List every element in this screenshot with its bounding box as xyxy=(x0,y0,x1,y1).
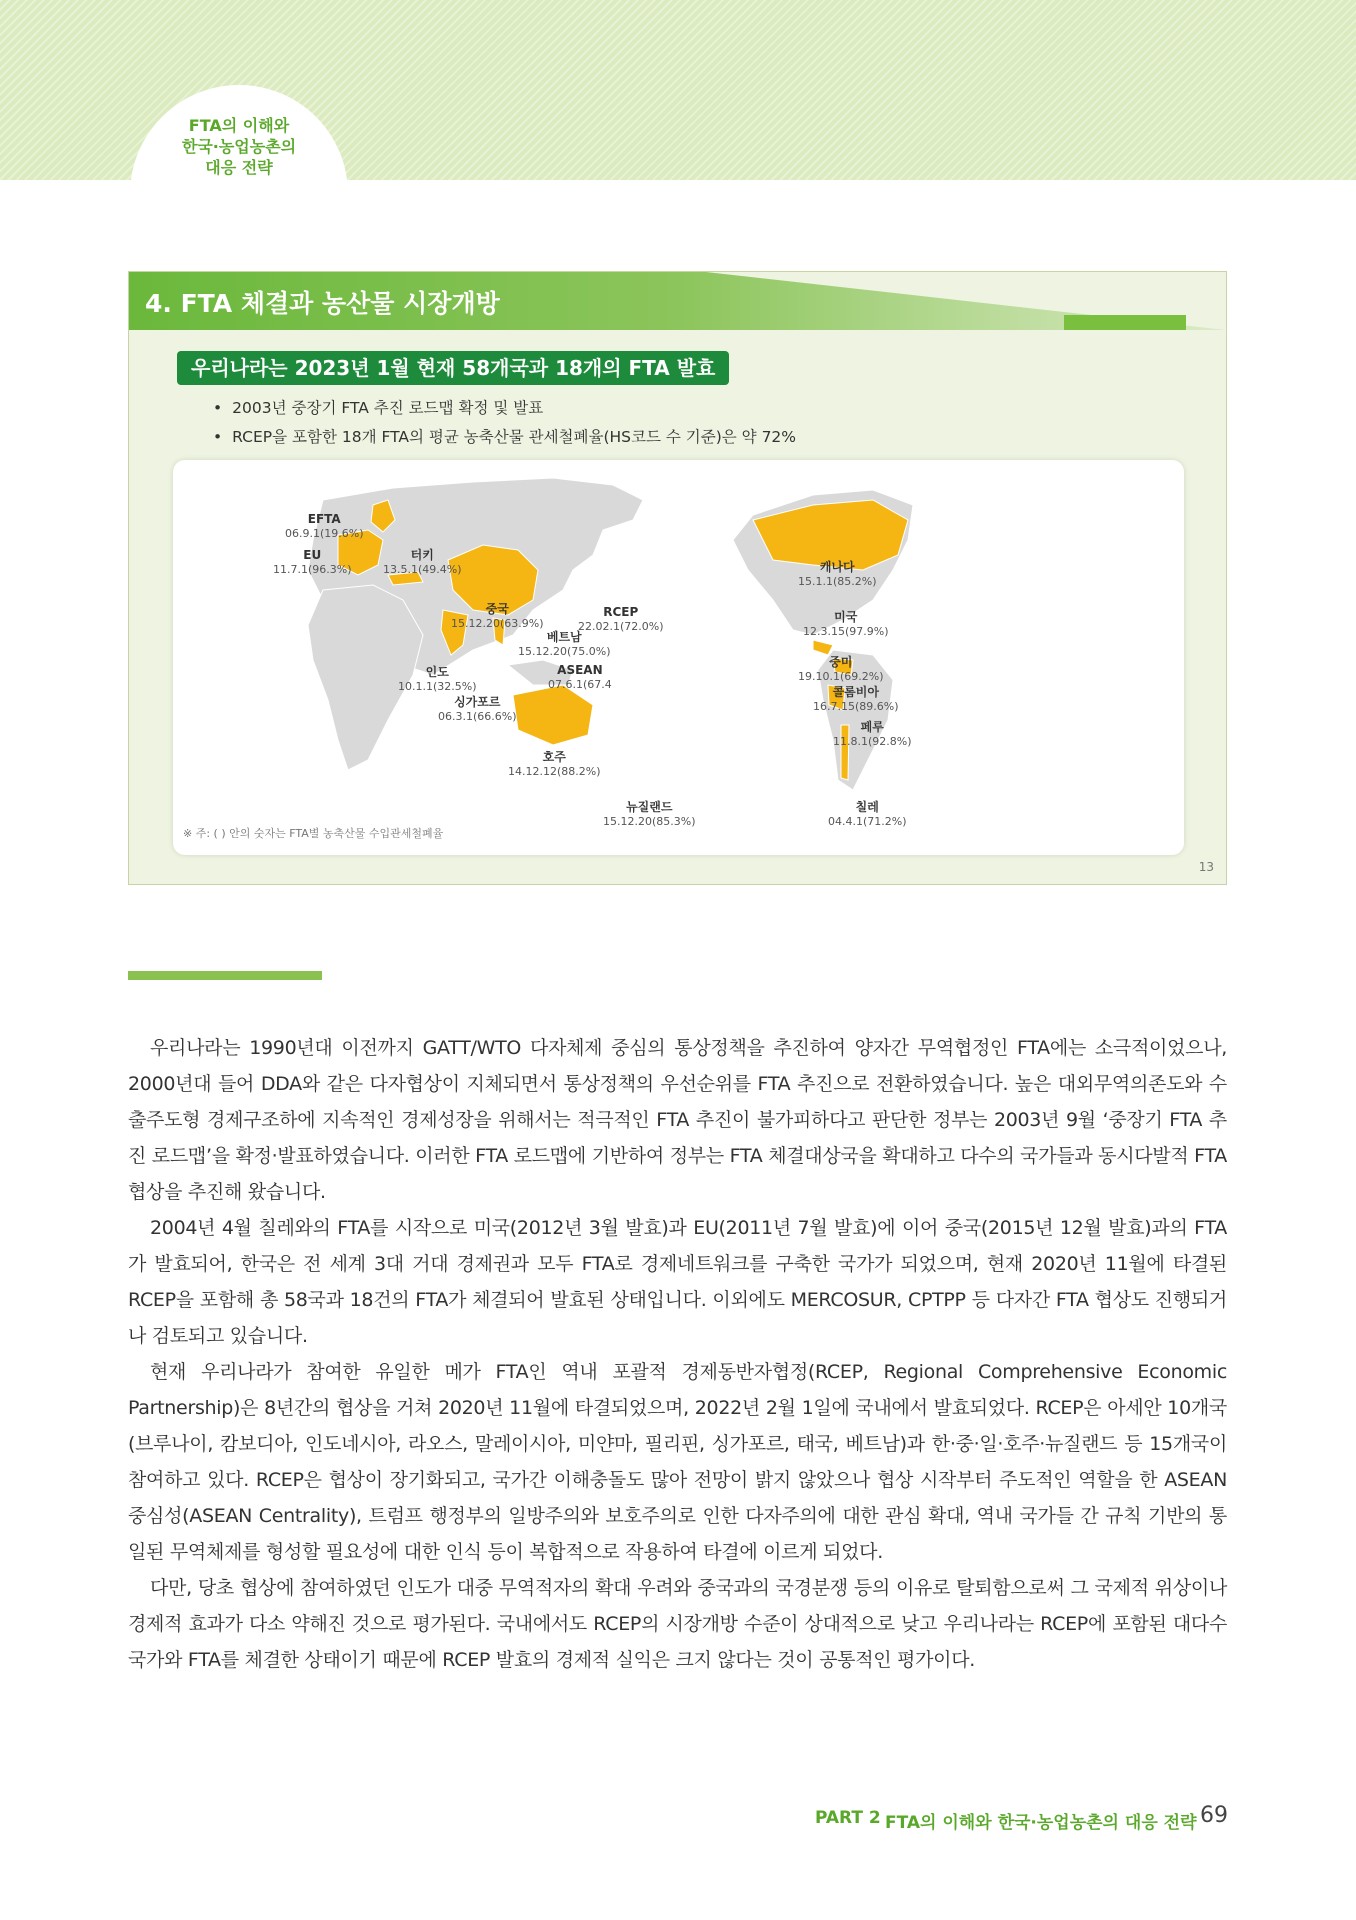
footer-part-label: PART 2 xyxy=(815,1808,881,1828)
slide-page-number: 13 xyxy=(1198,860,1214,874)
slide-bullet-list xyxy=(213,394,796,452)
slide-bullet: • 2003년 중장기 FTA 추진 로드맵 확정 및 발표 xyxy=(213,394,796,423)
label-asean: ASEAN 07.6.1(67.4 xyxy=(548,663,612,691)
body-paragraph: 다만, 당초 협상에 참여하였던 인도가 대중 무역적자의 확대 우려와 중국과의 국경분쟁 등의 이유로 탈퇴함으로써 그 국제적 위상이나 경제적 효과가 다소 약해진 것으로 평가된다. 국내에서도 RCEP의 시장개방 수준이 상대적으로 낮고 우리나라는 RCEP에 포함된 대다수 국가와 FTA를 체결한 상태이기 때문에 RCEP 발효의 경제적 실익은 크지 않다는 것이 공통적인 평가이다. xyxy=(128,1577,1227,1671)
label-india: 인도 10.1.1(32.5%) xyxy=(398,665,477,693)
label-peru: 페루 11.8.1(92.8%) xyxy=(833,720,912,748)
label-colombia: 콜롬비아 16.7.15(89.6%) xyxy=(813,685,899,713)
footer-title: FTA의 이해와 한국·농업농촌의 대응 전략 xyxy=(885,1813,1197,1833)
slide-subtitle: 우리나라는 2023년 1월 현재 58개국과 18개의 FTA 발효 xyxy=(177,351,729,385)
body-paragraph: 현재 우리나라가 참여한 유일한 메가 FTA인 역내 포괄적 경제동반자협정(RCEP, Regional Comprehensive Economic Partnership)은 8년간의 협상을 거쳐 2020년 11월에 타결되었으며, 2022년 2월 1일에 국내에서 발효되었다. RCEP은 아세안 10개국(브루나이, 캄보디아, 인도네시아, 라오스, 말레이시아, 미얀마, 필리핀, 싱가포르, 태국, 베트남)과 한·중·일·호주·뉴질랜드 등 15개국이 참여하고 있다. RCEP은 협상이 장기화되고, 국가간 이해충돌도 많아 전망이 밝지 않았으나 협상 시작부터 주도적인 역할을 한 ASEAN 중심성(ASEAN Centrality), 트럼프 행정부의 일방주의와 보호주의로 인한 다자주의에 대한 관심 확대, 역내 국가들 간 규칙 기반의 통일된 무역체제를 형성할 필요성에 대한 인식 등이 복합적으로 작용하여 타결에 이르게 되었다. xyxy=(128,1361,1227,1563)
label-turkey: 터키 13.5.1(49.4%) xyxy=(383,548,462,576)
label-singapore: 싱가포르 06.3.1(66.6%) xyxy=(438,695,517,723)
label-usa: 미국 12.3.15(97.9%) xyxy=(803,610,889,638)
label-china: 중국 15.12.20(63.9%) xyxy=(451,602,544,630)
body-paragraph: 2004년 4월 칠레와의 FTA를 시작으로 미국(2012년 3월 발효)과 EU(2011년 7월 발효)에 이어 중국(2015년 12월 발효)과의 FTA가 발효되어, 한국은 전 세계 3대 거대 경제권과 모두 FTA로 경제네트워크를 구축한 국가가 되었으며, 현재 2020년 11월에 타결된 RCEP을 포함해 총 58국과 18건의 FTA가 체결되어 발효된 상태입니다. 이외에도 MERCOSUR, CPTPP 등 다자간 FTA 협상도 진행되거나 검토되고 있습니다. xyxy=(128,1217,1227,1347)
label-australia: 호주 14.12.12(88.2%) xyxy=(508,750,601,778)
slide-figure xyxy=(128,271,1227,885)
body-paragraph: 우리나라는 1990년대 이전까지 GATT/WTO 다자체제 중심의 통상정책을 추진하여 양자간 무역협정인 FTA에는 소극적이었으나, 2000년대 들어 DDA와 같은 다자협상이 지체되면서 통상정책의 우선순위를 FTA 추진으로 전환하였습니다. 높은 대외무역의존도와 수출주도형 경제구조하에 지속적인 경제성장을 위해서는 적극적인 FTA 추진이 불가피하다고 판단한 정부는 2003년 9월 ‘중장기 FTA 추진 로드맵’을 확정·발표하였습니다. 이러한 FTA 로드맵에 기반하여 정부는 FTA 체결대상국을 확대하고 다수의 국가들과 동시다발적 FTA 협상을 추진해 왔습니다. xyxy=(128,1037,1227,1203)
chapter-tab-line3: 대응 전략 xyxy=(205,158,273,177)
australia-region xyxy=(513,685,593,745)
slide-bullet: • RCEP을 포함한 18개 FTA의 평균 농축산물 관세철폐율(HS코드 수 기준)은 약 72% xyxy=(213,423,796,452)
slide-accent-bar xyxy=(1064,315,1186,330)
body-text xyxy=(128,1030,1227,1678)
label-central-america: 중미 19.10.1(69.2%) xyxy=(798,655,884,683)
label-canada: 캐나다 15.1.1(85.2%) xyxy=(798,560,877,588)
chapter-tab-line2: 한국·농업농촌의 xyxy=(181,137,297,156)
slide-title: 4. FTA 체결과 농산물 시장개방 xyxy=(145,289,500,318)
label-newzealand: 뉴질랜드 15.12.20(85.3%) xyxy=(603,800,696,828)
label-vietnam: 베트남 15.12.20(75.0%) xyxy=(518,630,611,658)
central-america-region xyxy=(813,640,833,655)
label-eu: EU 11.7.1(96.3%) xyxy=(273,548,352,576)
label-chile: 칠레 04.4.1(71.2%) xyxy=(828,800,907,828)
section-divider xyxy=(128,971,322,980)
page-number: 69 xyxy=(1200,1803,1228,1828)
chapter-tab-line1: FTA의 이해와 xyxy=(188,116,290,135)
label-rcep: RCEP 22.02.1(72.0%) xyxy=(578,605,664,633)
world-map xyxy=(173,460,1184,855)
label-efta: EFTA 06.9.1(19.6%) xyxy=(285,512,364,540)
map-footnote: ※ 주: ( ) 안의 숫자는 FTA별 농축산물 수입관세철폐율 xyxy=(183,827,444,840)
